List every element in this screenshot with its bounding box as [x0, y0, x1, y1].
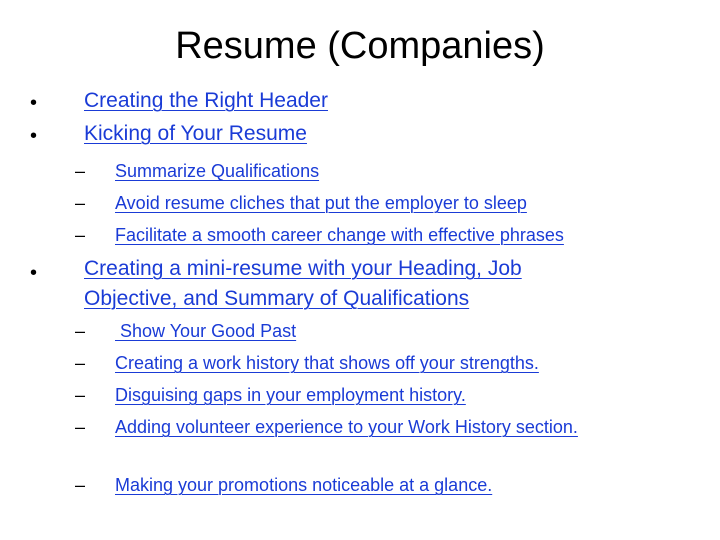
bullet-marker: •: [30, 125, 38, 147]
link-kicking-of-your-resume[interactable]: Kicking of Your Resume: [84, 122, 307, 145]
dash-marker: –: [75, 475, 86, 495]
link-summarize-qualifications[interactable]: Summarize Qualifications: [115, 161, 320, 181]
dash-marker: –: [75, 385, 86, 405]
dash-marker: –: [75, 225, 86, 245]
dash-marker: –: [75, 193, 86, 213]
link-disguising-gaps[interactable]: Disguising gaps in your employment history.: [115, 385, 466, 405]
dash-marker: –: [75, 321, 86, 341]
link-show-your-good-past[interactable]: Show Your Good Past: [115, 321, 297, 341]
dash-marker: –: [75, 417, 86, 437]
link-adding-volunteer-experience[interactable]: Adding volunteer experience to your Work History section.: [115, 417, 578, 437]
bullet-marker: •: [30, 262, 38, 284]
link-avoid-resume-cliches[interactable]: Avoid resume cliches that put the employer to sleep: [115, 193, 527, 213]
link-creating-right-header[interactable]: Creating the Right Header: [84, 89, 328, 112]
dash-marker: –: [75, 353, 86, 373]
bullet-marker: •: [30, 92, 38, 114]
slide-title: Resume (Companies): [175, 25, 545, 67]
link-creating-work-history[interactable]: Creating a work history that shows off your strengths.: [115, 353, 539, 373]
link-making-promotions-noticeable[interactable]: Making your promotions noticeable at a glance.: [115, 475, 493, 495]
link-creating-mini-resume[interactable]: Creating a mini-resume with your Heading, Job Objective, and Summary of Qualifications: [84, 257, 522, 310]
dash-marker: –: [75, 161, 86, 181]
link-facilitate-career-change[interactable]: Facilitate a smooth career change with effective phrases: [115, 225, 564, 245]
